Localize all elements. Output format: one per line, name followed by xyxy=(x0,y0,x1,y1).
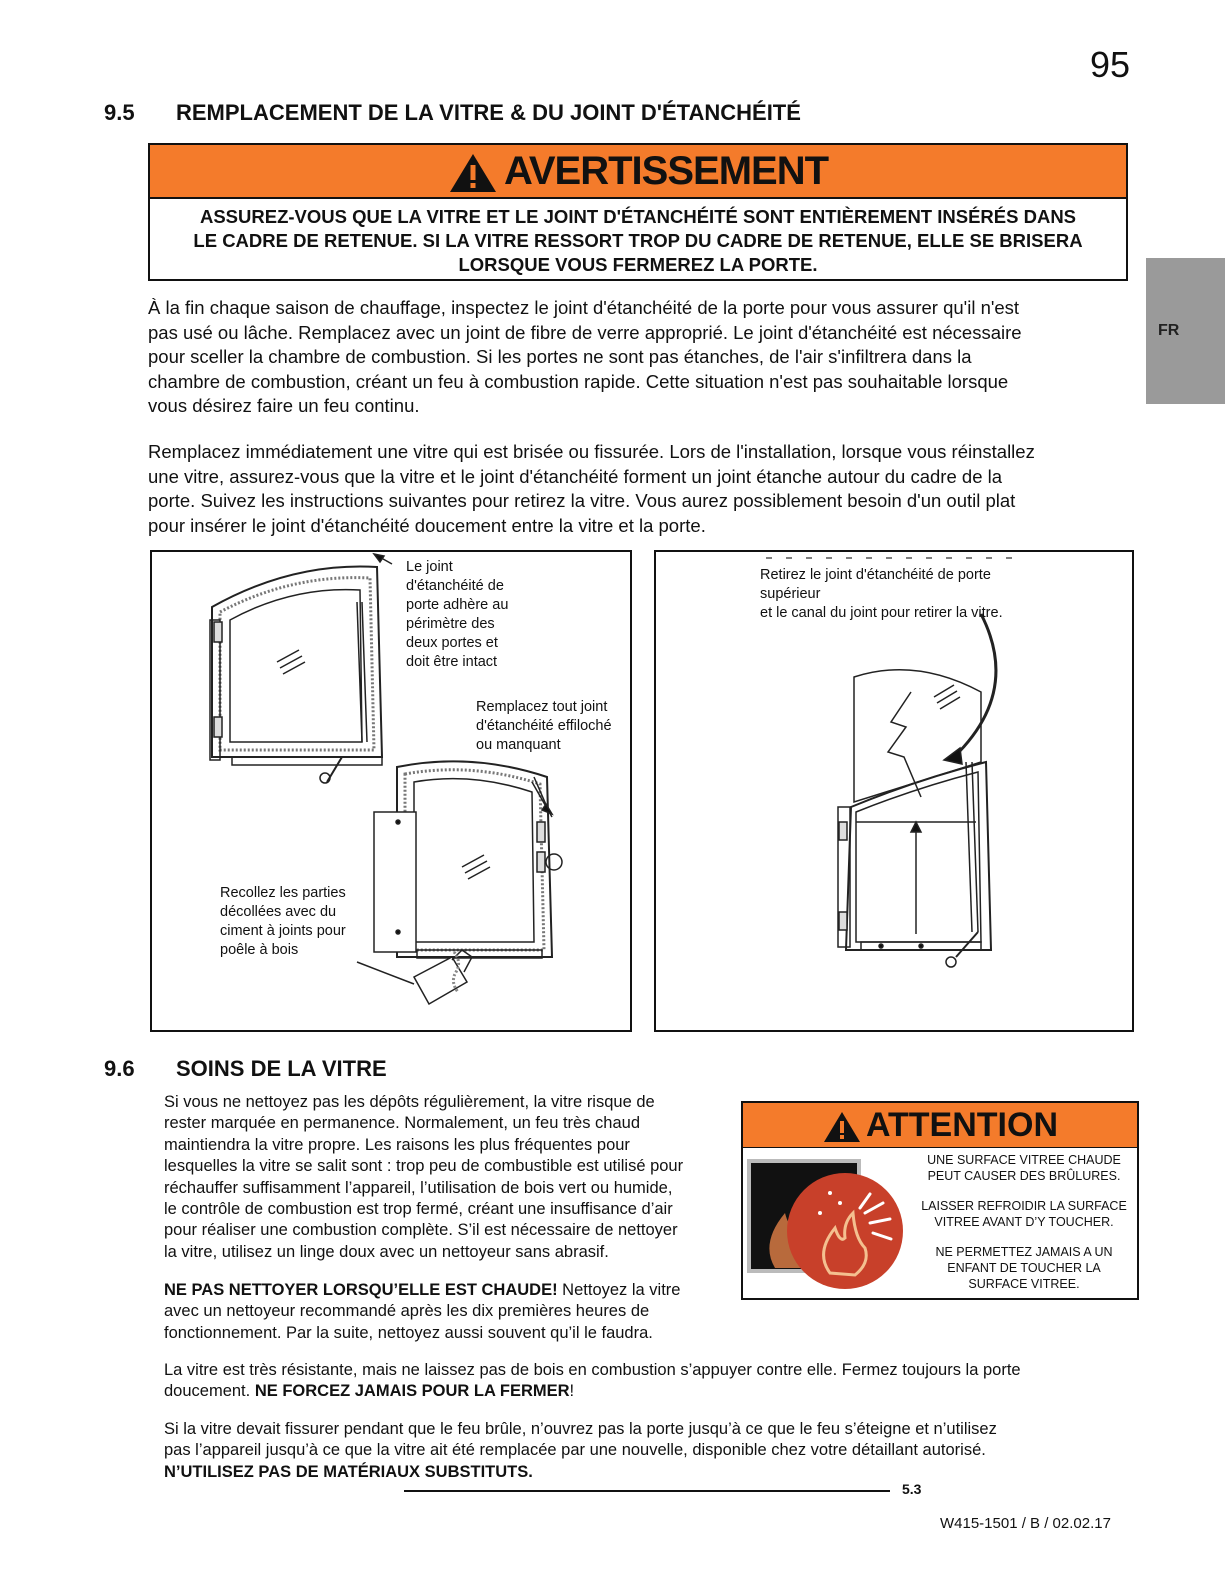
section-number: 9.6 xyxy=(104,1056,135,1081)
text-line xyxy=(164,1280,680,1301)
label-line: Remplacez tout joint xyxy=(476,699,608,715)
label-line: ou manquant xyxy=(476,737,561,753)
cleaning-paragraph xyxy=(164,1280,680,1344)
attention-message-cool xyxy=(911,1198,1137,1230)
text-line: SURFACE VITREE. xyxy=(968,1277,1080,1291)
document-code: W415-1501 / B / 02.02.17 xyxy=(940,1515,1111,1532)
section-title: SOINS DE LA VITRE xyxy=(176,1056,387,1081)
text-span: Nettoyez la vitre xyxy=(557,1281,681,1299)
page-number: 95 xyxy=(1090,44,1131,85)
text-line: VITREE AVANT D’Y TOUCHER. xyxy=(934,1215,1114,1229)
reglue-gasket-label xyxy=(220,884,346,960)
label-line: périmètre des xyxy=(406,616,495,632)
attention-message-children xyxy=(911,1244,1137,1292)
bold-warning-text: NE FORCEZ JAMAIS POUR LA FERMER xyxy=(254,1382,570,1401)
glass-removal-illustration xyxy=(656,552,1132,1030)
text-line: pas l’appareil jusqu’à ce que la vitre ait été remplacée par une nouvelle, disponible chez votre détaillant autorisé. xyxy=(164,1441,986,1460)
warning-text xyxy=(158,205,1118,277)
warning-line: LORSQUE VOUS FERMEREZ LA PORTE. xyxy=(458,254,818,275)
label-line: doit être intact xyxy=(406,654,498,670)
text-line: NE PERMETTEZ JAMAIS A UN xyxy=(935,1245,1113,1259)
gasket-adheres-label xyxy=(406,558,508,672)
warning-header xyxy=(150,145,1126,199)
text-line: fonctionnement. Par la suite, nettoyez aussi souvent qu’il le faudra. xyxy=(164,1323,653,1342)
section-title: REMPLACEMENT DE LA VITRE & DU JOINT D'ÉTANCHÉITÉ xyxy=(176,100,801,125)
text-line: pour insérer le joint d'étanchéité doucement entre la vitre et la porte. xyxy=(148,514,706,536)
bold-warning-text: NE PAS NETTOYER LORSQU’ELLE EST CHAUDE! xyxy=(164,1281,558,1299)
label-line: d'étanchéité de xyxy=(406,578,504,594)
text-line: chambre de combustion, créant un feu à combustion rapide. Cette situation n'est pas souhaitable lorsque xyxy=(148,370,1009,392)
glass-removal-figure xyxy=(654,550,1134,1032)
label-line: décollées avec du xyxy=(220,904,337,920)
label-line: deux portes et xyxy=(406,635,498,651)
label-line: et le canal du joint pour retirer la vitre. xyxy=(760,605,1003,621)
cracked-glass-paragraph xyxy=(164,1419,997,1483)
label-line: d'étanchéité effiloché xyxy=(476,718,612,734)
warning-title: AVERTISSEMENT xyxy=(503,149,829,193)
label-line: ciment à joints pour xyxy=(220,923,346,939)
warning-line: ASSUREZ-VOUS QUE LA VITRE ET LE JOINT D'ÉTANCHÉITÉ SONT ENTIÈREMENT INSÉRÉS DANS xyxy=(199,206,1077,227)
text-line: pour sceller la chambre de combustion. Si les portes ne sont pas étanches, de l'air s'infiltrera dans la xyxy=(148,346,972,367)
text-line: UNE SURFACE VITREE CHAUDE xyxy=(927,1153,1121,1167)
text-line: porte. Suivez les instructions suivantes pour retirez la vitre. Vous aurez possiblement besoin d'un outil plat xyxy=(148,490,1016,511)
text-line: une vitre, assurez-vous que la vitre et le joint d'étanchéité forment un joint étanche autour du cadre de la xyxy=(148,465,1003,487)
label-line: Le joint xyxy=(406,559,453,575)
glass-care-paragraph xyxy=(164,1092,683,1263)
text-line: maintiendra la vitre propre. Les raisons les plus fréquentes pour xyxy=(164,1135,630,1154)
text-line: rester marquée en permanence. Normalement, un feu très chaud xyxy=(164,1114,641,1133)
warning-line: LE CADRE DE RETENUE. SI LA VITRE RESSORT TROP DU CADRE DE RETENUE, ELLE SE BRISERA xyxy=(193,230,1083,251)
text-line: Si la vitre devait fissurer pendant que le feu brûle, n’ouvrez pas la porte jusqu’à ce que le feu s’éteigne et n’utilisez xyxy=(164,1420,997,1438)
label-line: supérieur xyxy=(760,586,821,602)
footer-divider xyxy=(404,1490,890,1492)
remove-gasket-label xyxy=(760,566,1003,623)
section-number: 9.5 xyxy=(104,100,135,125)
text-line: Remplacez immédiatement une vitre qui est brisée ou fissurée. Lors de l'installation, lorsque vous réinstallez xyxy=(148,441,1035,462)
section-page-number: 5.3 xyxy=(902,1481,922,1497)
warning-triangle-icon xyxy=(822,1110,862,1144)
warning-box xyxy=(148,143,1128,281)
door-gasket-figure xyxy=(150,550,632,1032)
text-line: pas usé ou lâche. Remplacez avec un joint de fibre de verre approprié. Le joint d'étanchéité est nécessaire xyxy=(148,321,1022,343)
language-tab-label: FR xyxy=(1158,322,1180,339)
text-line: pour réaliser une combustion complète. S’il est nécessaire de nettoyer xyxy=(164,1221,678,1240)
label-line: Recollez les parties xyxy=(220,885,346,901)
label-line: porte adhère au xyxy=(406,597,509,613)
text-line: La vitre est très résistante, mais ne laissez pas de bois en combustion s’appuyer contre elle. Fermez toujours la porte xyxy=(164,1361,1021,1379)
text-line: LAISSER REFROIDIR LA SURFACE xyxy=(921,1199,1127,1213)
text-line: PEUT CAUSER DES BRÛLURES. xyxy=(927,1169,1121,1183)
text-line: À la fin chaque saison de chauffage, inspectez le joint d'étanchéité de la porte pour vous assurer qu'il n'est xyxy=(148,297,1020,318)
bold-warning-text: N’UTILISEZ PAS DE MATÉRIAUX SUBSTITUTS. xyxy=(164,1462,533,1481)
label-line: poêle à bois xyxy=(220,942,299,958)
text-line: la vitre, utilisez un linge doux avec un nettoyeur sans abrasif. xyxy=(164,1242,609,1261)
text-line: le contrôle de combustion est trop fermé, créant une insuffisance d’air xyxy=(164,1200,673,1219)
warning-triangle-icon xyxy=(448,152,498,194)
hot-glass-hazard-icon xyxy=(745,1153,910,1293)
text-line xyxy=(164,1381,1021,1402)
gasket-inspection-paragraph xyxy=(148,296,1022,419)
attention-box xyxy=(741,1101,1139,1300)
replace-gasket-label xyxy=(476,698,612,755)
text-line: réchauffer suffisamment l’appareil, l’utilisation de bois vert ou humide, xyxy=(164,1178,673,1197)
label-line: Retirez le joint d'étanchéité de porte xyxy=(760,567,991,583)
attention-header xyxy=(743,1103,1137,1148)
glass-strength-paragraph xyxy=(164,1360,1021,1403)
text-line: Si vous ne nettoyez pas les dépôts régulièrement, la vitre risque de xyxy=(164,1093,655,1111)
language-tab xyxy=(1146,258,1225,404)
text-line: lesquelles la vitre se salit sont : trop peu de combustible est utilisé pour xyxy=(164,1157,684,1176)
text-line: ENFANT DE TOUCHER LA xyxy=(947,1261,1101,1275)
attention-title: ATTENTION xyxy=(865,1106,1058,1144)
glass-replacement-paragraph xyxy=(148,440,1035,538)
text-line: avec un nettoyeur recommandé après les dix premières heures de xyxy=(164,1302,650,1321)
text-line: vous désirez faire un feu continu. xyxy=(148,395,420,416)
attention-message-burn xyxy=(911,1152,1137,1184)
text-span: ! xyxy=(569,1382,575,1401)
text-span: doucement. xyxy=(164,1382,255,1401)
